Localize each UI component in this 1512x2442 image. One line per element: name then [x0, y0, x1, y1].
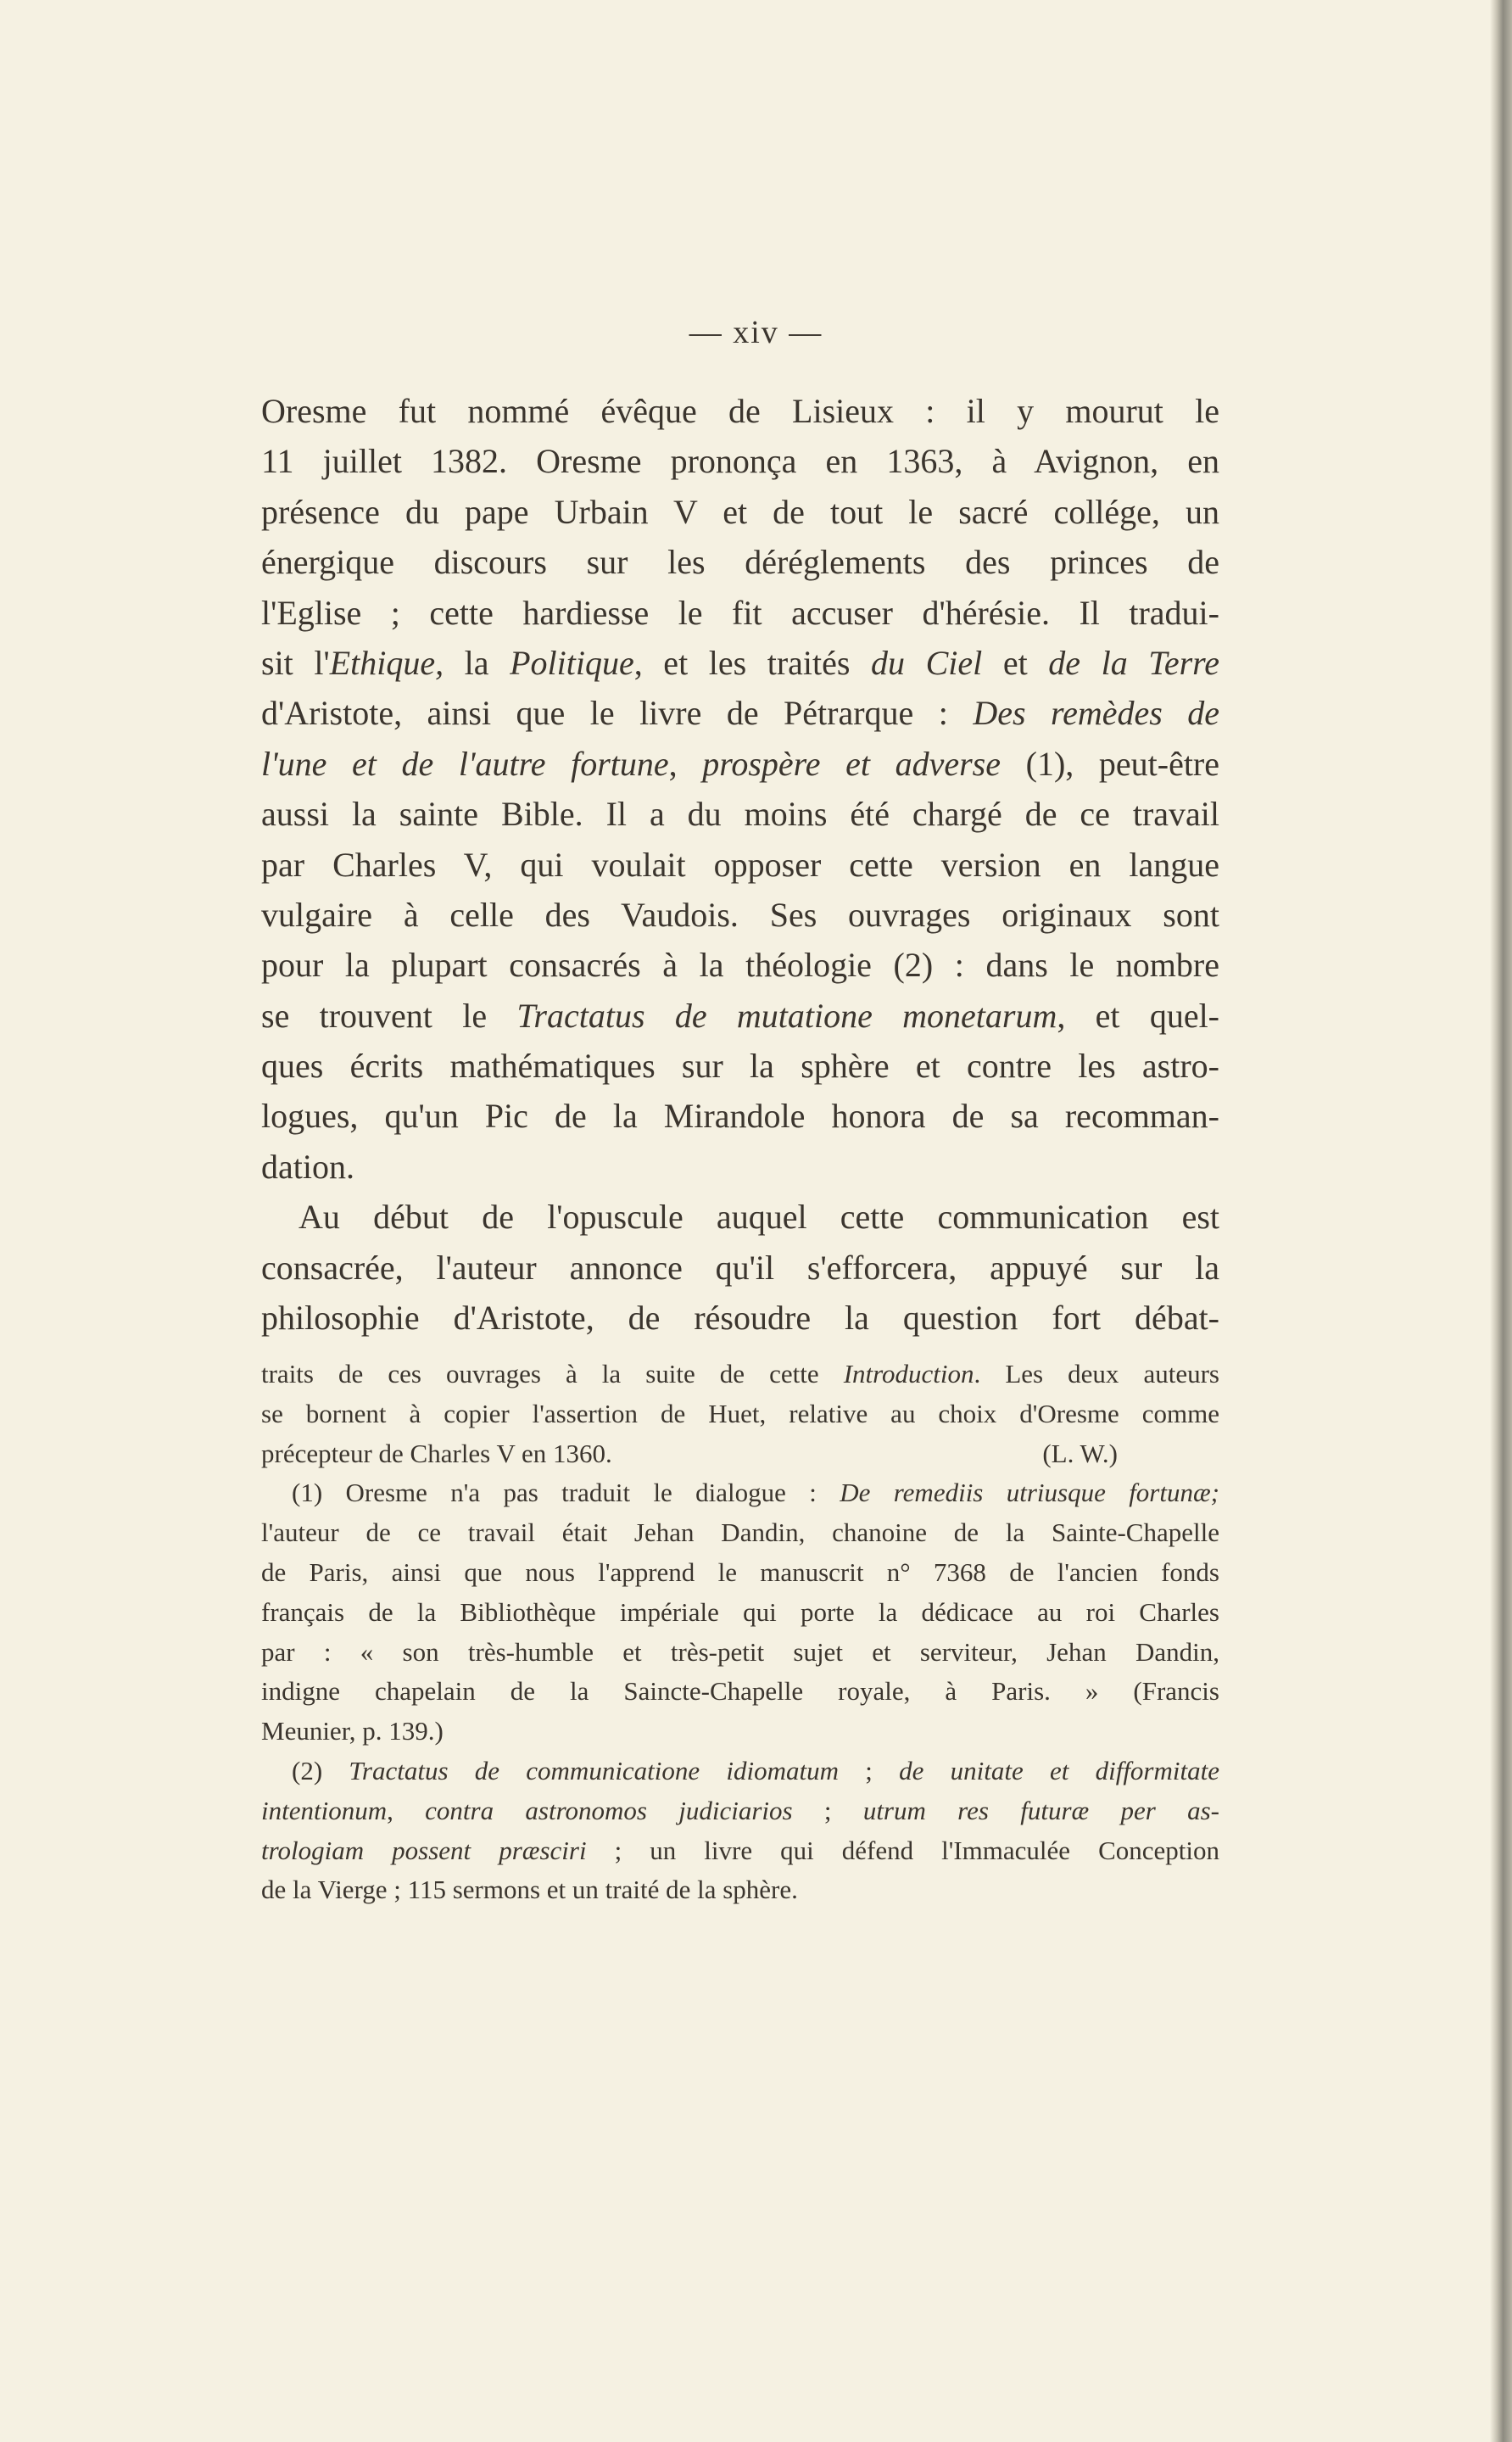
body-line: [261, 638, 1219, 688]
text-segment: français de la Bibliothèque impériale qui porte la dédicace au roi Charles: [261, 1596, 1219, 1627]
text-segment: dation.: [261, 1147, 354, 1186]
text-segment: Au début de l'opuscule auquel cette communication est: [298, 1198, 1219, 1237]
italic-title: Tractatus de communicatione idiomatum: [349, 1755, 840, 1785]
italic-title: prospère et adverse: [702, 744, 1001, 783]
footnote-line: [261, 1513, 1219, 1553]
body-line: [261, 386, 1219, 436]
body-line: [261, 1041, 1219, 1091]
italic-title: de la Terre: [1048, 643, 1219, 682]
page-number: — xiv —: [689, 315, 823, 350]
italic-title: Tractatus de mutatione monetarum: [516, 996, 1057, 1035]
text-segment: pour la plupart consacrés à la théologie (2) : dans le nombre: [261, 946, 1219, 985]
text-segment: de la Vierge ; 115 sermons et un traité de la sphère.: [261, 1875, 798, 1905]
text-segment: précepteur de Charles V en 1360.: [261, 1438, 612, 1468]
footnote-line: [261, 1672, 1219, 1712]
text-segment: aussi la sainte Bible. Il a du moins été chargé de ce travail: [261, 795, 1219, 834]
body-line: [261, 739, 1219, 789]
body-line: [261, 436, 1219, 486]
text-segment: 11 juillet 1382. Oresme prononça en 1363, à Avignon, en: [261, 442, 1219, 481]
text-segment: ,: [668, 744, 703, 783]
text-segment: vulgaire à celle des Vaudois. Ses ouvrages originaux sont: [261, 895, 1219, 934]
body-line: [261, 688, 1219, 738]
italic-title: Politique: [510, 643, 634, 682]
footnote-line: [261, 1434, 1219, 1474]
text-segment: traits de ces ouvrages à la suite de cette: [261, 1359, 844, 1389]
text-segment: consacrée, l'auteur annonce qu'il s'efforcera, appuyé sur la: [261, 1248, 1219, 1287]
text-segment: par : « son très-humble et très-petit sujet et serviteur, Jehan Dandin,: [261, 1636, 1219, 1667]
italic-title: Introduction: [843, 1359, 974, 1389]
body-line: [261, 1142, 1219, 1192]
footnote-line: [261, 1593, 1219, 1633]
body-line: [261, 1243, 1219, 1293]
text-segment: Oresme fut nommé évêque de Lisieux : il y mourut le: [261, 392, 1219, 430]
text-segment: philosophie d'Aristote, de résoudre la question fort débat-: [261, 1299, 1219, 1338]
text-segment: , et quel-: [1057, 996, 1219, 1035]
footnote-line: [261, 1870, 1219, 1910]
italic-title: Des remèdes de: [973, 694, 1219, 733]
footnote-line: [261, 1473, 1219, 1513]
italic-title: intentionum: [261, 1795, 388, 1825]
page-edge-shadow: [1490, 0, 1512, 2442]
text-segment: (2): [292, 1755, 349, 1785]
text-segment: de Paris, ainsi que nous l'apprend le manuscrit n° 7368 de l'ancien fonds: [261, 1556, 1219, 1587]
body-text: [261, 386, 1219, 1343]
italic-title: Ethique,: [329, 643, 444, 682]
italic-title: contra astronomos judiciarios: [425, 1795, 793, 1825]
italic-title: du Ciel: [871, 643, 983, 682]
text-segment: d'Aristote, ainsi que le livre de Pétrarque :: [261, 694, 974, 733]
italic-title: l'une et de l'autre fortune: [261, 744, 669, 783]
footnote-attribution: (L. W.): [1042, 1438, 1118, 1468]
text-segment: par Charles V, qui voulait opposer cette version en langue: [261, 845, 1219, 884]
footnotes: [261, 1355, 1219, 1910]
text-segment: énergique discours sur les déréglements des princes de: [261, 543, 1219, 582]
text-segment: ;: [792, 1795, 863, 1825]
text-segment: (1), peut-être: [1001, 744, 1220, 783]
footnote-line: [261, 1752, 1219, 1791]
body-line: [261, 1293, 1219, 1343]
body-line: [261, 840, 1219, 890]
footnote-line: [261, 1553, 1219, 1593]
text-segment: se trouvent le: [261, 996, 517, 1035]
body-line: [261, 1192, 1219, 1242]
footnote-line: [261, 1791, 1219, 1831]
text-segment: ,: [387, 1795, 426, 1825]
footnote-line: [261, 1831, 1219, 1871]
italic-title: utrum res futuræ per as-: [862, 1795, 1219, 1825]
body-line: [261, 537, 1219, 587]
body-line: [261, 991, 1219, 1041]
footnote-line: [261, 1633, 1219, 1673]
text-segment: se bornent à copier l'assertion de Huet, relative au choix d'Oresme comme: [261, 1398, 1219, 1428]
body-line: [261, 789, 1219, 839]
italic-title: De remediis utriusque fortunæ;: [840, 1478, 1219, 1508]
footnote-line: [261, 1394, 1219, 1434]
text-segment: ; un livre qui défend l'Immaculée Conception: [586, 1835, 1219, 1865]
body-line: [261, 890, 1219, 940]
text-segment: indigne chapelain de la Saincte-Chapelle royale, à Paris. » (Francis: [261, 1676, 1219, 1707]
text-segment: . Les deux auteurs: [974, 1359, 1219, 1389]
body-line: [261, 1091, 1219, 1141]
text-segment: Meunier, p. 139.): [261, 1716, 444, 1746]
text-segment: et: [982, 643, 1049, 682]
text-segment: logues, qu'un Pic de la Mirandole honora de sa recomman-: [261, 1097, 1219, 1136]
text-segment: l'Eglise ; cette hardiesse le fit accuser d'hérésie. Il tradui-: [261, 593, 1219, 632]
body-line: [261, 940, 1219, 990]
body-line: [261, 487, 1219, 537]
italic-title: de unitate et difformitate: [899, 1755, 1219, 1785]
italic-title: trologiam possent præsciri: [261, 1835, 587, 1865]
text-segment: (1) Oresme n'a pas traduit le dialogue :: [292, 1478, 840, 1508]
footnote-line: [261, 1355, 1219, 1394]
text-segment: sit l': [261, 643, 330, 682]
text-segment: l'auteur de ce travail était Jehan Dandin, chanoine de la Sainte-Chapelle: [261, 1517, 1219, 1548]
text-segment: ;: [839, 1755, 900, 1785]
text-segment: ques écrits mathématiques sur la sphère et contre les astro-: [261, 1047, 1219, 1086]
text-segment: , et les traités: [633, 643, 872, 682]
text-segment: la: [444, 643, 511, 682]
footnote-line: [261, 1712, 1219, 1752]
text-segment: présence du pape Urbain V et de tout le sacré collége, un: [261, 492, 1219, 531]
body-line: [261, 588, 1219, 638]
